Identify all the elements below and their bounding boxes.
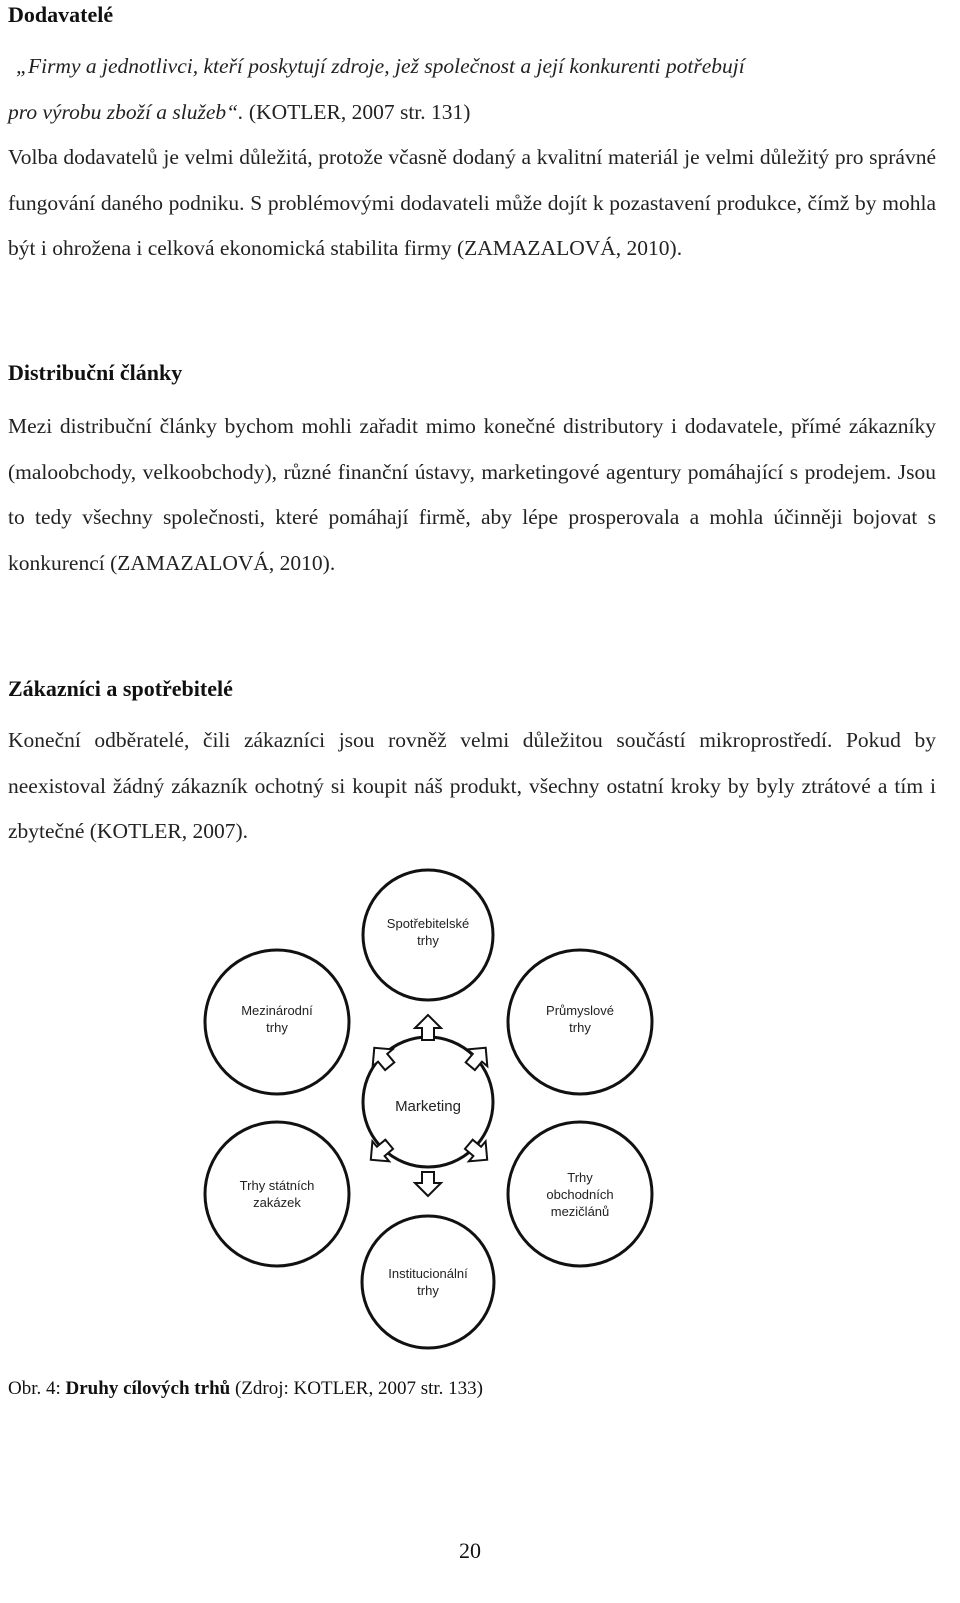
node-lower-right-label-3: mezičlánů <box>550 1204 610 1219</box>
node-lower-left-label-1: Trhy státních <box>239 1178 315 1193</box>
customers-body: Koneční odběratelé, čili zákazníci jsou rovněž velmi důležitou součástí mikroprostředí. Pokud by neexistoval žádný zákazník ochotný si koupit náš produkt, všechny ostatní kroky by byly ztrátové a tím i zbytečné (KOTLER, 2007). <box>8 728 936 843</box>
arrow-down-icon <box>415 1172 441 1196</box>
node-upper-left-label-1: Mezinárodní <box>241 1003 313 1018</box>
node-bottom-label-1: Institucionální <box>388 1266 468 1281</box>
node-bottom-circle <box>362 1216 494 1348</box>
page-number: 20 <box>459 1538 481 1563</box>
node-top-label-1: Spotřebitelské <box>386 916 470 931</box>
caption-source: (Zdroj: KOTLER, 2007 str. 133) <box>230 1378 483 1399</box>
suppliers-quote <box>8 44 936 135</box>
node-lower-left-circle <box>205 1122 349 1266</box>
node-lower-right-label-1: Trhy <box>567 1170 593 1185</box>
target-markets-diagram <box>190 862 670 1372</box>
node-upper-left-label-2: trhy <box>266 1020 288 1035</box>
node-lower-right-label-2: obchodních <box>546 1187 614 1202</box>
node-upper-right-label-1: Průmyslové <box>546 1003 614 1018</box>
suppliers-quote-line1: „Firmy a jednotlivci, kteří poskytují zdroje, jež společnost a její konkurenti potřebují <box>16 54 745 78</box>
heading-customers: Zákazníci a spotřebitelé <box>8 676 233 701</box>
heading-distribution: Distribuční články <box>8 360 183 385</box>
node-top-label-2: trhy <box>417 933 439 948</box>
node-center-label: Marketing <box>395 1098 461 1115</box>
figure-caption <box>8 1378 483 1400</box>
suppliers-quote-line2: pro výrobu zboží a služeb“. (KOTLER, 2007 str. 131) <box>8 99 471 124</box>
node-bottom-label-2: trhy <box>417 1283 439 1298</box>
heading-suppliers: Dodavatelé <box>8 2 114 27</box>
node-upper-right-label-2: trhy <box>569 1020 591 1035</box>
caption-prefix: Obr. 4: <box>8 1378 66 1399</box>
node-lower-left-label-2: zakázek <box>253 1195 301 1210</box>
distribution-body: Mezi distribuční články bychom mohli zařadit mimo konečné distributory i dodavatele, přímé zákazníky (maloobchody, velkoobchody), různé finanční ústavy, marketingové agentury pomáhající s prodejem. Jsou to tedy všechny společnosti, které pomáhají firmě, aby lépe prosperovala a mohla účinněji bojovat s konkurencí (ZAMAZALOVÁ, 2010). <box>8 414 936 575</box>
suppliers-body: Volba dodavatelů je velmi důležitá, protože včasně dodaný a kvalitní materiál je velmi důležitý pro správné fungování daného podniku. S problémovými dodavateli může dojít k pozastavení produkce, čímž by mohla být i ohrožena i celková ekonomická stabilita firmy (ZAMAZALOVÁ, 2010). <box>8 145 936 260</box>
caption-title: Druhy cílových trhů <box>65 1378 231 1399</box>
